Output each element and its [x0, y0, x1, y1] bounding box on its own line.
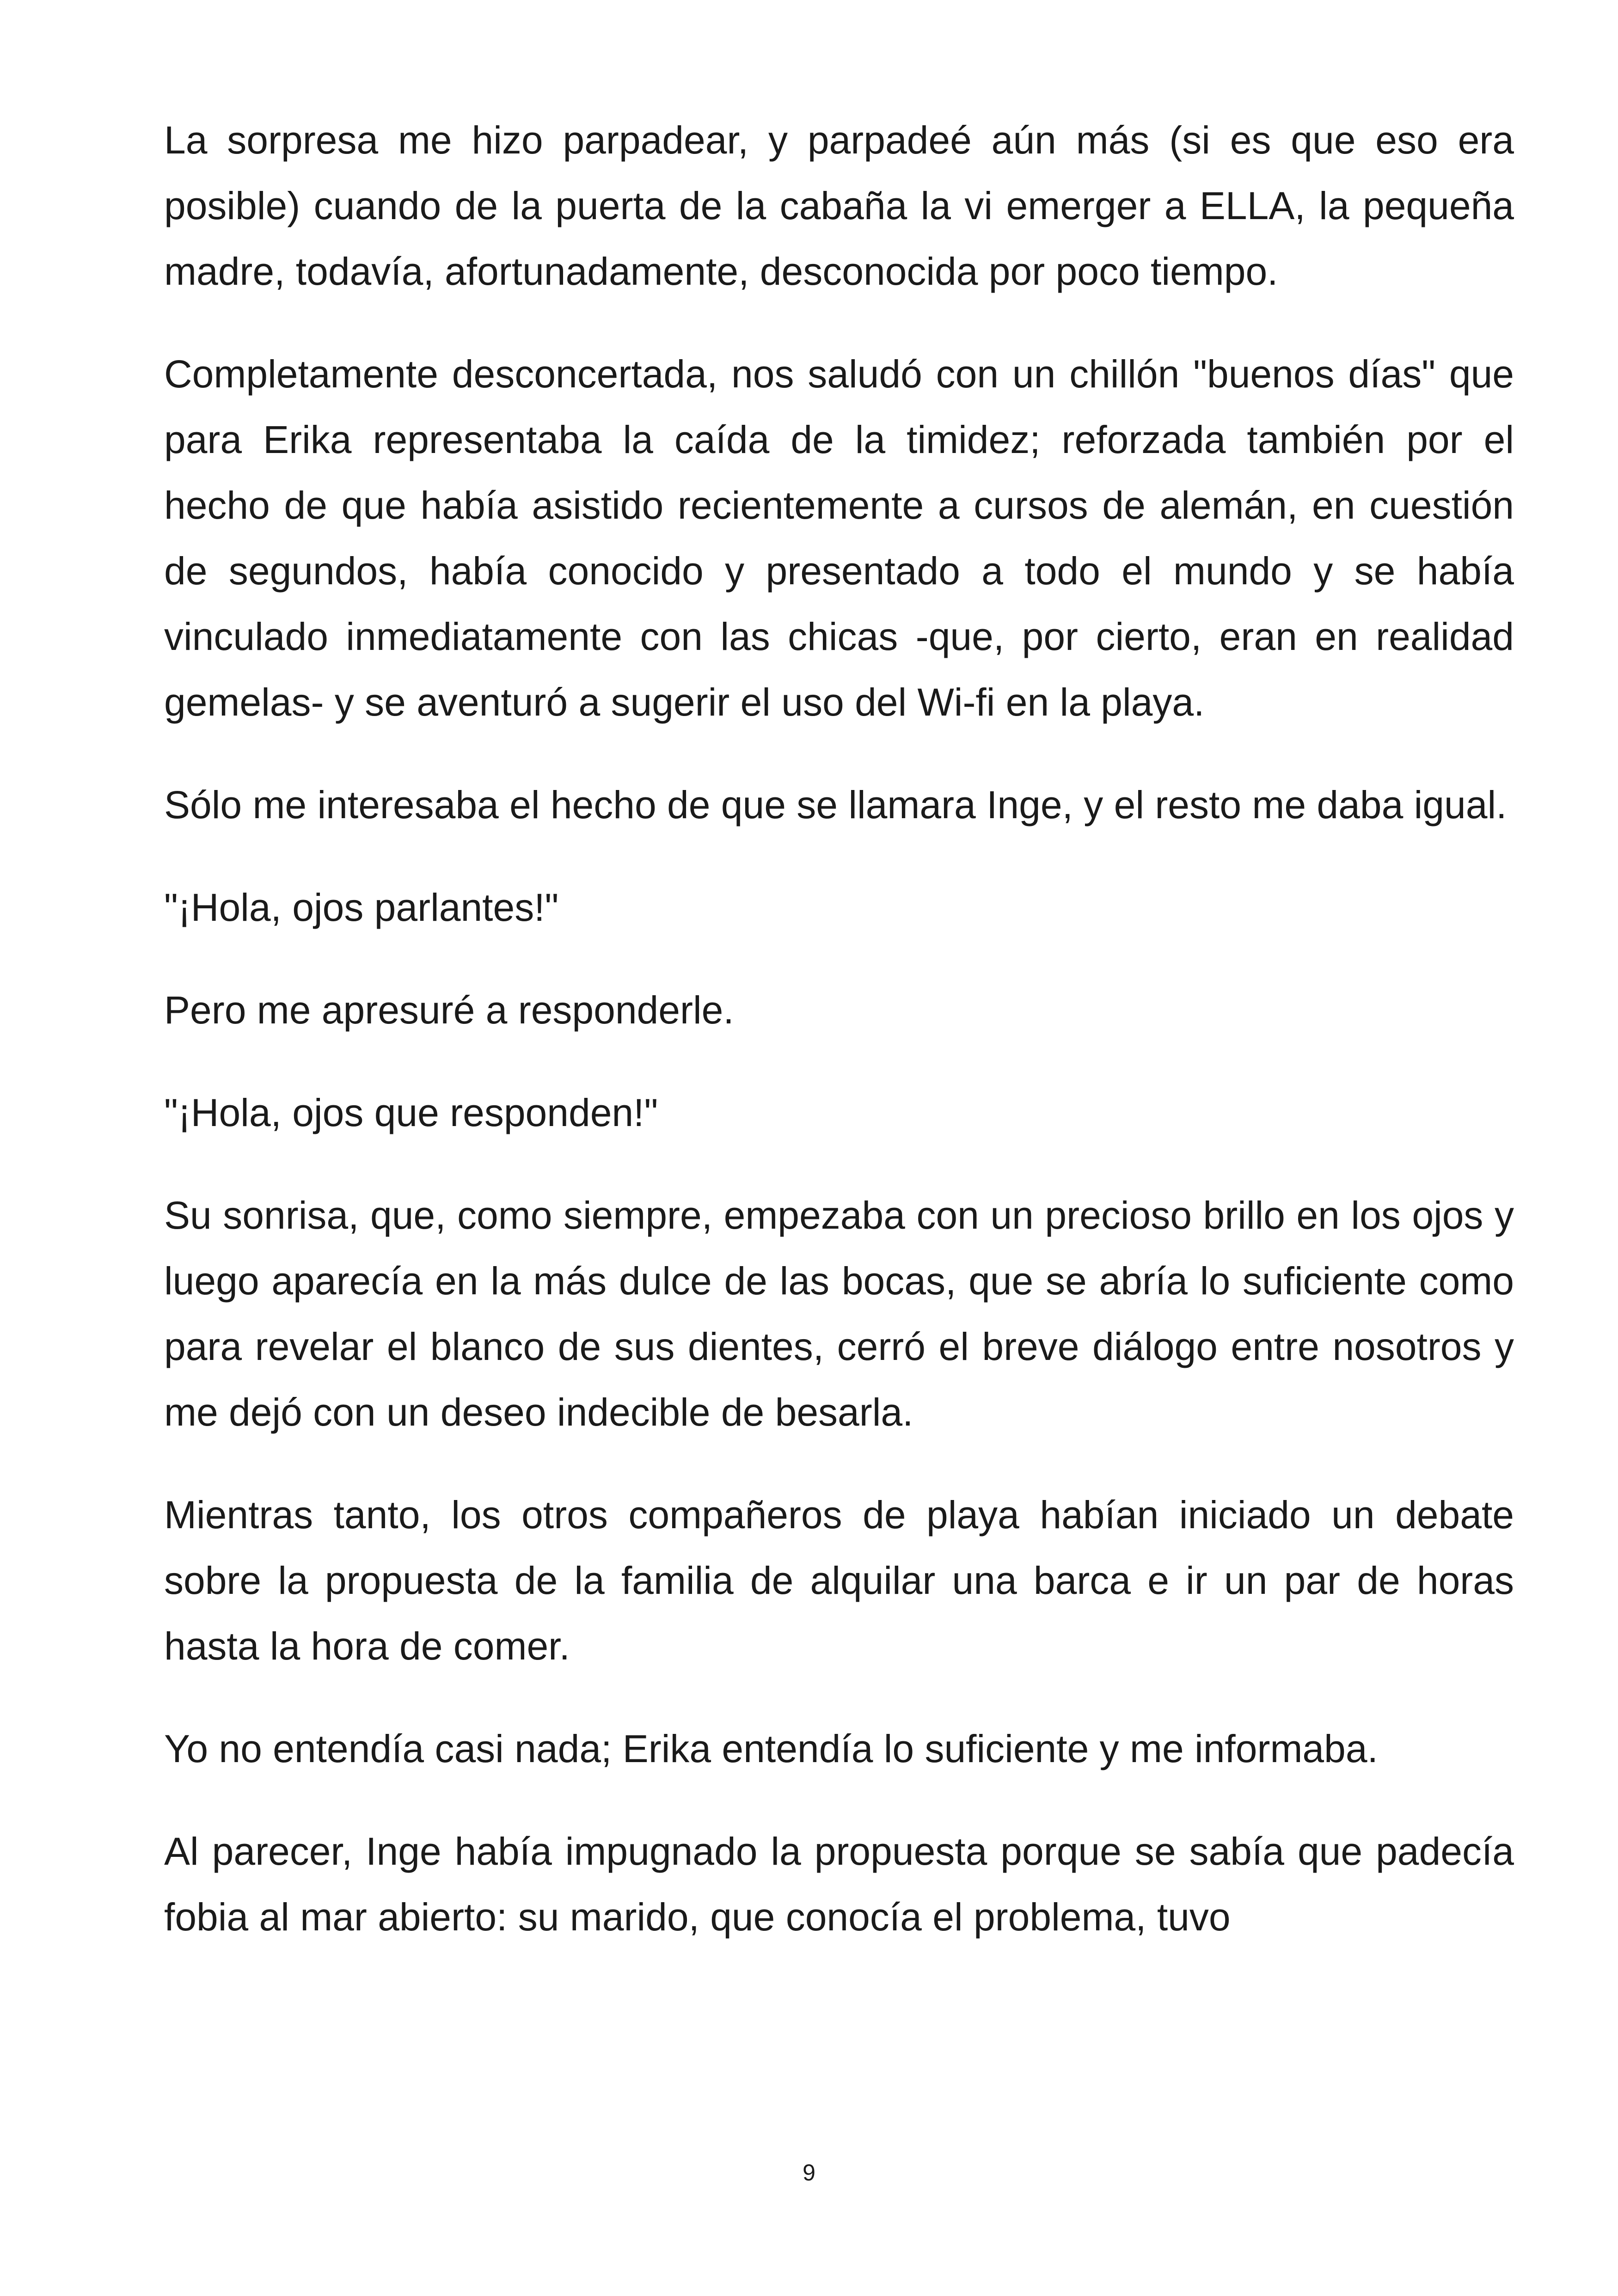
- paragraph: Completamente desconcertada, nos saludó con un chillón "buenos días" que para Erika representaba la caída de la timidez; reforzada también por el hecho de que había asistido recientemente a cursos de alemán, en cuestión de segundos, había conocido y presentado a todo el mundo y se había vinculado inmediatamente con las chicas -que, por cierto, eran en realidad gemelas- y se aventuró a sugerir el uso del Wi-fi en la playa.: [164, 352, 1514, 724]
- paragraph: "¡Hola, ojos que responden!": [164, 1091, 658, 1134]
- page-number: 9: [803, 2160, 815, 2186]
- paragraph: Sólo me interesaba el hecho de que se llamara Inge, y el resto me daba igual.: [164, 783, 1507, 827]
- paragraph: La sorpresa me hizo parpadear, y parpadeé aún más (si es que eso era posible) cuando de la puerta de la cabaña la vi emerger a ELLA, la pequeña madre, todavía, afortunadamente, desconocida por poco tiempo.: [164, 118, 1514, 293]
- paragraph: Pero me apresuré a responderle.: [164, 988, 734, 1032]
- paragraph: "¡Hola, ojos parlantes!": [164, 886, 559, 929]
- body-text: [164, 107, 1514, 1950]
- paragraph: Al parecer, Inge había impugnado la propuesta porque se sabía que padecía fobia al mar abierto: su marido, que conocía el problema, tuvo: [164, 1830, 1514, 1939]
- paragraph: Mientras tanto, los otros compañeros de playa habían iniciado un debate sobre la propuesta de la familia de alquilar una barca e ir un par de horas hasta la hora de comer.: [164, 1493, 1514, 1668]
- paragraph: Su sonrisa, que, como siempre, empezaba con un precioso brillo en los ojos y luego aparecía en la más dulce de las bocas, que se abría lo suficiente como para revelar el blanco de sus dientes, cerró el breve diálogo entre nosotros y me dejó con un deseo indecible de besarla.: [164, 1194, 1514, 1434]
- paragraph: Yo no entendía casi nada; Erika entendía lo suficiente y me informaba.: [164, 1727, 1378, 1770]
